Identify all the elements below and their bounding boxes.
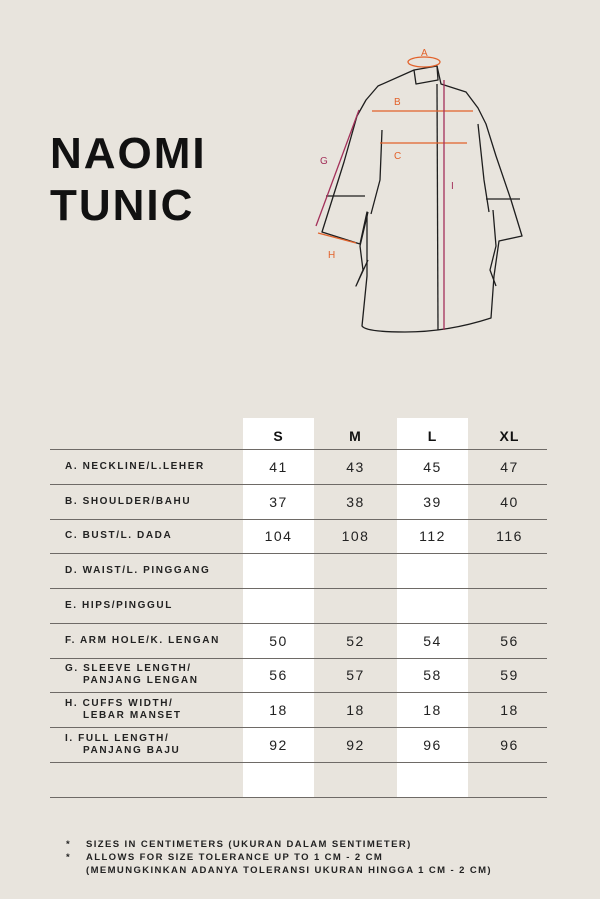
diagram-label-b: B [394, 97, 401, 108]
size-m-value [320, 554, 391, 588]
size-notes [66, 838, 492, 877]
size-m-value: 18 [346, 702, 365, 718]
size-xl-value: 40 [500, 494, 519, 510]
note-bullet: * [66, 852, 72, 863]
size-xl-value: 56 [500, 633, 519, 649]
size-m-value: 57 [346, 667, 365, 683]
size-l-value [397, 589, 468, 623]
note-bullet: * [66, 839, 72, 850]
size-header-l: L [427, 428, 438, 444]
size-s-value: 56 [269, 667, 288, 683]
size-xl-value [474, 554, 545, 588]
table-row [0, 763, 600, 797]
cuff-measure [318, 233, 356, 243]
size-s-value: 37 [269, 494, 288, 510]
table-row [0, 693, 600, 727]
size-l-value: 45 [423, 459, 442, 475]
table-row [0, 519, 600, 553]
table-rule [50, 797, 547, 798]
armhole-right [478, 124, 489, 212]
size-s-value: 18 [269, 702, 288, 718]
size-s-value [243, 589, 314, 623]
row-label: E. HIPS/PINGGUL [65, 600, 173, 611]
size-header-xl: XL [499, 428, 520, 444]
size-xl-value: 116 [496, 528, 523, 544]
row-label: G. SLEEVE LENGTH/ PANJANG LENGAN [65, 663, 199, 686]
table-row [0, 485, 600, 519]
row-label: H. CUFFS WIDTH/ LEBAR MANSET [65, 698, 182, 721]
row-label [65, 763, 83, 797]
note-text: ALLOWS FOR SIZE TOLERANCE UP TO 1 CM - 2 CM [86, 852, 384, 863]
size-xl-value [474, 763, 545, 797]
size-m-value [320, 763, 391, 797]
tunic-measurement-diagram [300, 40, 540, 340]
left-drape [356, 212, 368, 286]
size-l-value: 96 [423, 737, 442, 753]
size-l-value: 58 [423, 667, 442, 683]
size-s-value: 41 [269, 459, 288, 475]
size-xl-value: 18 [500, 702, 519, 718]
table-row [0, 624, 600, 658]
size-l-value [397, 763, 468, 797]
size-xl-value: 96 [500, 737, 519, 753]
product-title [50, 128, 207, 232]
table-row [0, 450, 600, 484]
diagram-label-i: I [451, 181, 454, 192]
table-row [0, 658, 600, 692]
note-line [66, 864, 492, 877]
size-l-value: 18 [423, 702, 442, 718]
collar [414, 66, 438, 84]
row-label: F. ARM HOLE/K. LENGAN [65, 635, 220, 646]
size-xl-value: 47 [500, 459, 519, 475]
size-header-m: M [349, 428, 362, 444]
diagram-label-g: G [320, 156, 328, 167]
placket-line [437, 84, 438, 330]
size-xl-value: 59 [500, 667, 519, 683]
diagram-label-h: H [328, 250, 336, 261]
note-text: SIZES IN CENTIMETERS (UKURAN DALAM SENTIMETER) [86, 839, 412, 850]
title-line-2: TUNIC [50, 181, 195, 230]
right-drape [490, 210, 496, 286]
size-xl-value [474, 589, 545, 623]
size-l-value: 39 [423, 494, 442, 510]
size-s-value [243, 763, 314, 797]
row-label: D. WAIST/L. PINGGANG [65, 565, 211, 576]
note-line [66, 838, 492, 851]
row-label: B. SHOULDER/BAHU [65, 496, 192, 507]
size-m-value: 52 [346, 633, 365, 649]
size-s-value [243, 554, 314, 588]
size-m-value: 38 [346, 494, 365, 510]
size-s-value: 92 [269, 737, 288, 753]
row-label: I. FULL LENGTH/ PANJANG BAJU [65, 733, 181, 756]
title-line-1: NAOMI [50, 129, 207, 178]
row-label: A. NECKLINE/L.LEHER [65, 461, 205, 472]
size-l-value: 54 [423, 633, 442, 649]
size-m-value: 92 [346, 737, 365, 753]
note-text: (MEMUNGKINKAN ADANYA TOLERANSI UKURAN HINGGA 1 CM - 2 CM) [86, 865, 492, 876]
size-s-value: 104 [264, 528, 293, 544]
diagram-label-c: C [394, 151, 402, 162]
note-line [66, 851, 492, 864]
size-m-value [320, 589, 391, 623]
size-m-value: 43 [346, 459, 365, 475]
row-label: C. BUST/L. DADA [65, 530, 173, 541]
diagram-label-a: A [421, 48, 428, 59]
table-row [0, 554, 600, 588]
size-s-value: 50 [269, 633, 288, 649]
size-l-value [397, 554, 468, 588]
table-row [0, 589, 600, 623]
size-header-s: S [273, 428, 284, 444]
size-l-value: 112 [419, 528, 446, 544]
table-row [0, 728, 600, 762]
sleeve-length-measure [316, 110, 359, 226]
size-m-value: 108 [341, 528, 370, 544]
